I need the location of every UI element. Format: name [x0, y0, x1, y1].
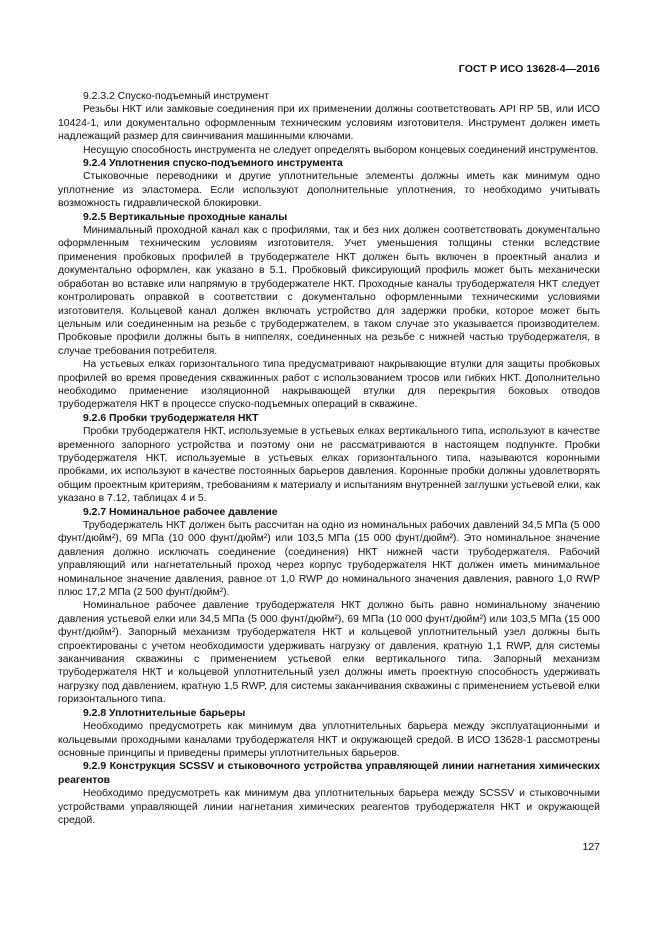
paragraph: Минимальный проходной канал как с профилями, так и без них должен соответствовать документально оформленным техническим условиям изготовителя. Учет уменьшения толщины стенки вследствие применения пробковых профилей в трубодержателе НКТ должен быть включен в проектный анализ и документально оформлен, как указано в 5.1. Пробковый фиксирующий профиль может быть механически обработан во вставке или напрямую в трубодержателе НКТ. Проходные каналы трубодержателя НКТ следует контролировать оправкой в соответствии с документально оформленными техническими условиями изготовителя. Кольцевой канал должен включать устройство для задержки пробки, которое может быть цельным или соединенным на резьбе с трубодержателем, в таком случае это указывается производителем. Пробковые профили должны быть в ниппелях, соединенных на резьбе с нижней частью трубодержателя, в случае требования потребителя. — [58, 225, 600, 357]
paragraph: Резьбы НКТ или замковые соединения при их применении должны соответствовать API RP 5B, или ИСО 10424-1, или документально оформленным техническим условиям изготовителя. Инструмент должен иметь надлежащий размер для свинчивания машинными ключами. — [58, 104, 600, 143]
paragraph: На устьевых елках горизонтального типа предусматривают накрывающие втулки для защиты пробковых профилей во время проведения скважинных работ с использованием тросов или гибких НКТ. Дополнительно необходимо применение изоляционной накрывающей втулки для перекрытия боковых отводов трубодержателя НКТ в процессе спуско-подъемных операций в скважине. — [58, 359, 600, 411]
paragraph: Номинальное рабочее давление трубодержателя НКТ должно быть равно номинальному значению давления устьевой елки или 34,5 МПа (5 000 фунт/дюйм²), 69 МПа (10 000 фунт/дюйм²) или 103,5 МПа (15 000 фунт/дюйм²). Запорный механизм трубодержателя НКТ и кольцевой уплотнительный узел должны быть спроектированы с учетом необходимости удерживать нагрузку от давления, кратную 1,1 RWP, для системы заканчивания скважины с применением устьевой елки вертикального типа. Запорный механизм трубодержателя НКТ и кольцевой уплотнительный узел должны иметь проектную способность удерживать нагрузку под давлением, кратную 1,5 RWP, для системы заканчивания скважины с применением устьевой елки горизонтального типа. — [58, 600, 600, 706]
paragraph: Трубодержатель НКТ должен быть рассчитан на одно из номинальных рабочих давлений 34,5 МПа (5 000 фунт/дюйм²), 69 МПа (10 000 фунт/дюйм²) или 103,5 МПа (15 000 фунт/дюйм²). Это номинальное значение давления должно исключать соединение (соединения) НКТ нижней части трубодержателя. Рабочий управляющий или нагнетательный проход через корпус трубодержателя НКТ должен иметь минимальное номинальное значение давления, равное от 1,0 RWP до номинального значения давления, равного 1,0 RWP плюс 17,2 МПа (2 500 фунт/дюйм²). — [58, 520, 600, 599]
paragraph: Несущую способность инструмента не следует определять выбором концевых соединений инструментов. — [83, 144, 599, 156]
paragraph: Необходимо предусмотреть как минимум два уплотнительных барьера между эксплуатационными и кольцевыми проходными каналами трубодержателя НКТ и окружающей средой. В ИСО 13628-1 рассмотрены основные принципы и приведены примеры уплотнительных барьеров. — [58, 721, 600, 759]
page-number: 127 — [582, 841, 600, 853]
clause-9-2-9-heading: 9.2.9 Конструкция SCSSV и стыковочного устройства управляющей линии нагнетания химических реагентов — [58, 761, 600, 786]
clause-9-2-4-heading: 9.2.4 Уплотнения спуско-подъемного инструмента — [83, 158, 343, 170]
clause-9-2-6-heading: 9.2.6 Пробки трубодержателя НКТ — [83, 412, 259, 424]
clause-9-2-8-heading: 9.2.8 Уплотнительные барьеры — [83, 707, 246, 719]
clause-9-2-5-heading: 9.2.5 Вертикальные проходные каналы — [83, 211, 288, 223]
paragraph: Пробки трубодержателя НКТ, используемые в устьевых елках вертикального типа, используют в качестве временного запорного устройства и поэтому они не рассматриваются в настоящем подпункте. Пробки трубодержателя НКТ, используемые в устьевых елках горизонтального типа, называются коронными пробками, их используют в качестве постоянных барьеров давления. Коронные пробки должны удовлетворять общим проектным критериям, требованиям к материалу и испытаниям внутренней заглушки устьевой елки, как указано в 7.12, таблицах 4 и 5. — [58, 426, 600, 505]
paragraph: Необходимо предусмотреть как минимум два уплотнительных барьера между SCSSV и стыковочными устройствами управляющей линии нагнетания химических реагентов трубодержателя НКТ и окружающей средой. — [58, 788, 600, 826]
clause-9-2-7-heading: 9.2.7 Номинальное рабочее давление — [83, 506, 278, 518]
document-title-header: ГОСТ Р ИСО 13628-4—2016 — [458, 63, 600, 75]
clause-9-2-3-2-title: 9.2.3.2 Спуско-подъемный инструмент — [83, 91, 269, 102]
paragraph: Стыковочные переводники и другие уплотнительные элементы должны иметь как минимум одно уплотнение из эластомера. Если используют дополнительные уплотнения, то необходимо учитывать возможность гидравлической блокировки. — [58, 171, 600, 210]
document-body — [58, 90, 600, 827]
